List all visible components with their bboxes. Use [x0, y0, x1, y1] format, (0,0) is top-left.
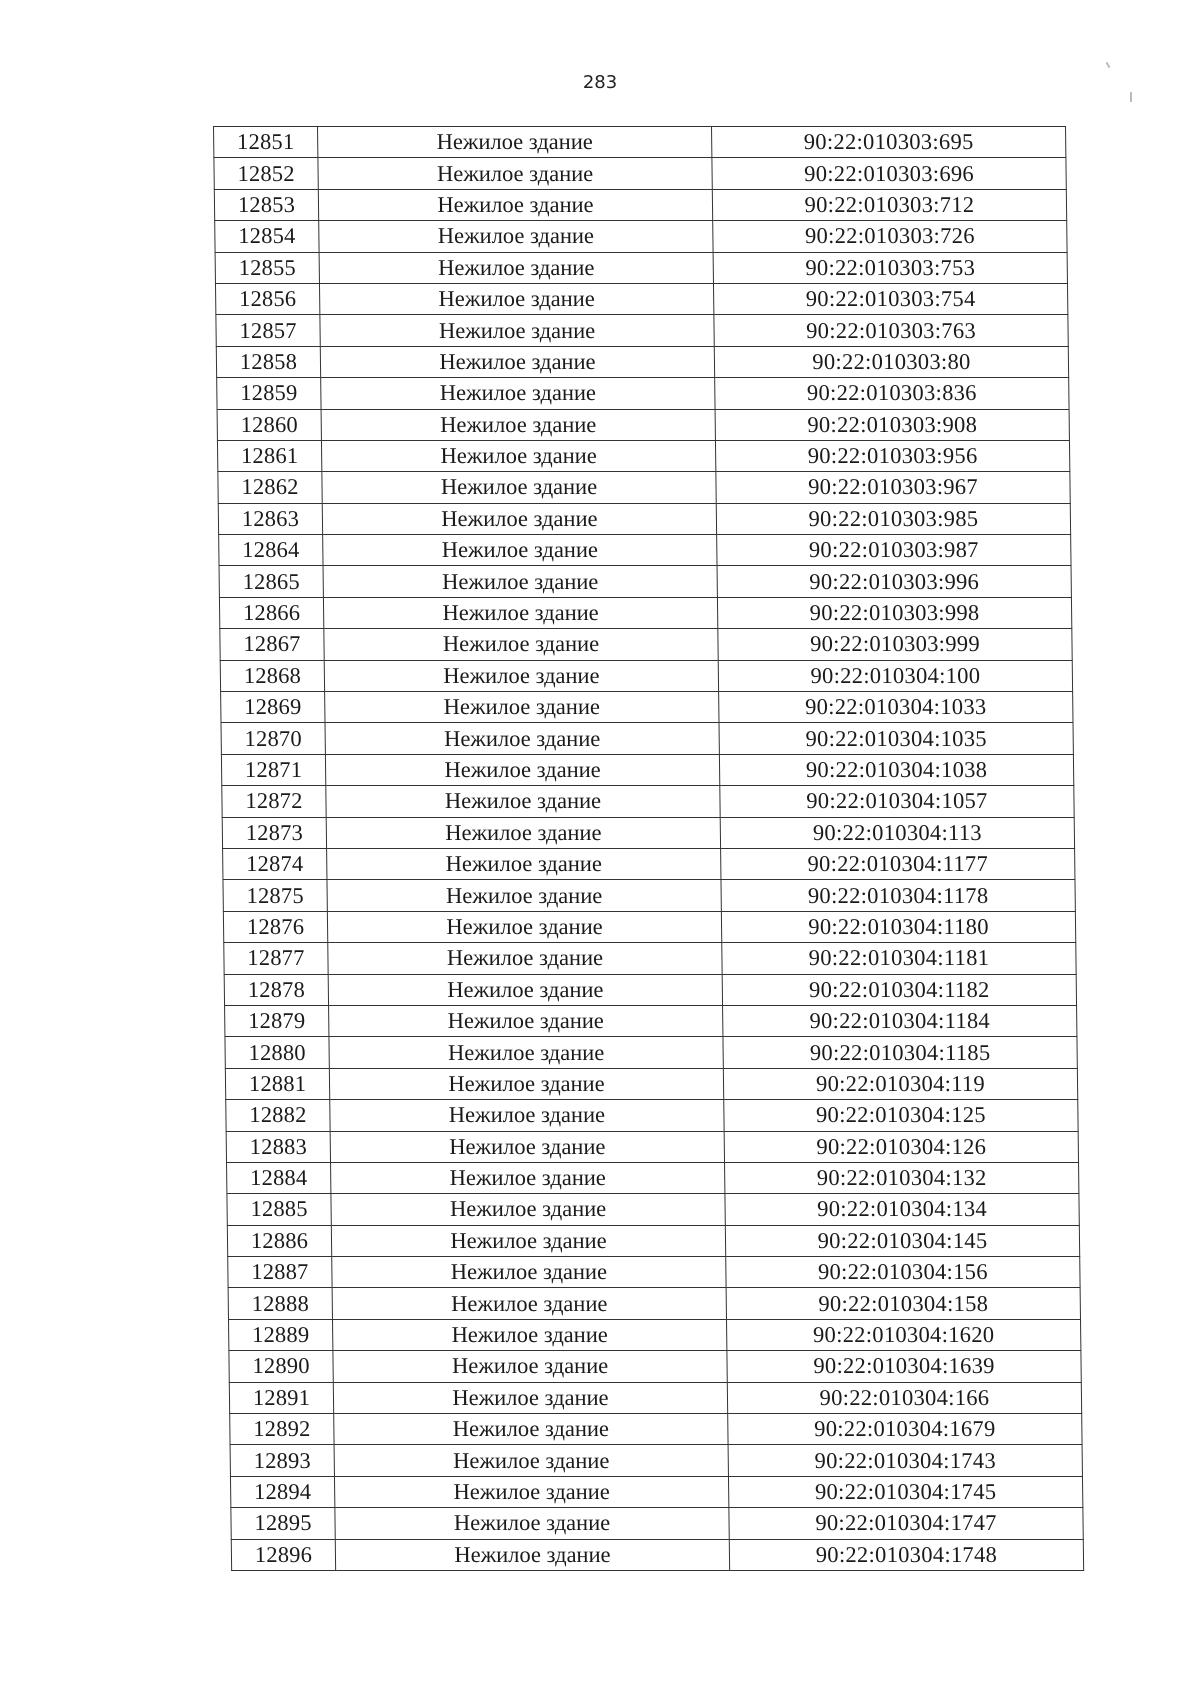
row-number-cell: 12890 — [229, 1351, 333, 1382]
table-row — [214, 158, 1066, 189]
object-type-cell: Нежилое здание — [318, 158, 712, 189]
table-row — [222, 786, 1074, 817]
cadastral-number-cell: 90:22:010303:712 — [712, 189, 1066, 220]
row-number-cell: 12896 — [231, 1539, 335, 1570]
table-row — [214, 189, 1066, 220]
object-type-cell: Нежилое здание — [329, 1037, 723, 1068]
object-type-cell: Нежилое здание — [331, 1225, 725, 1256]
table-row — [218, 472, 1070, 503]
cadastral-number-cell: 90:22:010304:1639 — [727, 1351, 1081, 1382]
object-type-cell: Нежилое здание — [318, 189, 712, 220]
cadastral-number-cell: 90:22:010303:999 — [718, 629, 1072, 660]
table-row — [216, 315, 1068, 346]
cadastral-number-cell: 90:22:010304:126 — [724, 1131, 1078, 1162]
row-number-cell: 12868 — [220, 660, 324, 691]
object-type-cell: Нежилое здание — [326, 817, 720, 848]
row-number-cell: 12886 — [227, 1225, 331, 1256]
object-type-cell: Нежилое здание — [322, 472, 716, 503]
row-number-cell: 12892 — [230, 1414, 334, 1445]
object-type-cell: Нежилое здание — [327, 911, 721, 942]
object-type-cell: Нежилое здание — [334, 1445, 728, 1476]
cadastral-number-cell: 90:22:010303:987 — [717, 535, 1071, 566]
row-number-cell: 12880 — [225, 1037, 329, 1068]
row-number-cell: 12875 — [223, 880, 327, 911]
row-number-cell: 12888 — [228, 1288, 332, 1319]
object-type-cell: Нежилое здание — [325, 692, 719, 723]
table-row — [228, 1257, 1080, 1288]
table-row — [228, 1288, 1080, 1319]
table-row — [227, 1194, 1079, 1225]
cadastral-number-cell: 90:22:010303:754 — [713, 283, 1067, 314]
object-type-cell: Нежилое здание — [335, 1539, 729, 1570]
object-type-cell: Нежилое здание — [318, 127, 712, 158]
table-row — [214, 127, 1066, 158]
cadastral-number-cell: 90:22:010304:1181 — [722, 943, 1076, 974]
cadastral-number-cell: 90:22:010304:125 — [724, 1100, 1078, 1131]
row-number-cell: 12866 — [219, 597, 323, 628]
registry-table-body — [214, 127, 1084, 1571]
object-type-cell: Нежилое здание — [333, 1351, 727, 1382]
table-row — [223, 880, 1075, 911]
row-number-cell: 12867 — [220, 629, 324, 660]
table-row — [229, 1382, 1081, 1413]
row-number-cell: 12872 — [222, 786, 326, 817]
row-number-cell: 12882 — [226, 1100, 330, 1131]
table-row — [215, 221, 1067, 252]
cadastral-number-cell: 90:22:010304:1184 — [723, 1005, 1077, 1036]
cadastral-number-cell: 90:22:010304:166 — [727, 1382, 1081, 1413]
object-type-cell: Нежилое здание — [324, 660, 718, 691]
row-number-cell: 12889 — [228, 1319, 332, 1350]
object-type-cell: Нежилое здание — [329, 1068, 723, 1099]
row-number-cell: 12895 — [231, 1508, 335, 1539]
object-type-cell: Нежилое здание — [335, 1508, 729, 1539]
object-type-cell: Нежилое здание — [327, 880, 721, 911]
object-type-cell: Нежилое здание — [334, 1476, 728, 1507]
row-number-cell: 12879 — [225, 1005, 329, 1036]
object-type-cell: Нежилое здание — [322, 503, 716, 534]
cadastral-number-cell: 90:22:010304:1743 — [728, 1445, 1082, 1476]
object-type-cell: Нежилое здание — [332, 1288, 726, 1319]
row-number-cell: 12894 — [230, 1476, 334, 1507]
table-row — [231, 1508, 1083, 1539]
cadastral-number-cell: 90:22:010304:1185 — [723, 1037, 1077, 1068]
table-row — [225, 1068, 1077, 1099]
object-type-cell: Нежилое здание — [330, 1131, 724, 1162]
row-number-cell: 12860 — [217, 409, 321, 440]
table-row — [225, 1005, 1077, 1036]
table-row — [217, 378, 1069, 409]
row-number-cell: 12876 — [223, 911, 327, 942]
object-type-cell: Нежилое здание — [326, 786, 720, 817]
table-row — [231, 1539, 1083, 1570]
cadastral-number-cell: 90:22:010304:1620 — [726, 1319, 1080, 1350]
table-row — [227, 1162, 1079, 1193]
row-number-cell: 12885 — [227, 1194, 331, 1225]
row-number-cell: 12853 — [214, 189, 318, 220]
cadastral-number-cell: 90:22:010303:695 — [712, 127, 1066, 158]
row-number-cell: 12854 — [215, 221, 319, 252]
object-type-cell: Нежилое здание — [331, 1194, 725, 1225]
scan-speck — [1106, 62, 1111, 68]
object-type-cell: Нежилое здание — [332, 1319, 726, 1350]
object-type-cell: Нежилое здание — [330, 1100, 724, 1131]
row-number-cell: 12861 — [217, 440, 321, 471]
cadastral-number-cell: 90:22:010304:1679 — [728, 1414, 1082, 1445]
cadastral-number-cell: 90:22:010304:1057 — [720, 786, 1074, 817]
row-number-cell: 12884 — [227, 1162, 331, 1193]
row-number-cell: 12878 — [224, 974, 328, 1005]
table-row — [229, 1351, 1081, 1382]
row-number-cell: 12869 — [221, 692, 325, 723]
object-type-cell: Нежилое здание — [325, 723, 719, 754]
object-type-cell: Нежилое здание — [319, 252, 713, 283]
cadastral-number-cell: 90:22:010304:1180 — [721, 911, 1075, 942]
row-number-cell: 12859 — [217, 378, 321, 409]
registry-table — [213, 126, 1084, 1571]
table-row — [226, 1100, 1078, 1131]
cadastral-number-cell: 90:22:010304:1038 — [719, 754, 1073, 785]
row-number-cell: 12881 — [225, 1068, 329, 1099]
row-number-cell: 12871 — [221, 754, 325, 785]
table-row — [219, 566, 1071, 597]
row-number-cell: 12883 — [226, 1131, 330, 1162]
cadastral-number-cell: 90:22:010303:753 — [713, 252, 1067, 283]
table-row — [216, 346, 1068, 377]
cadastral-number-cell: 90:22:010303:726 — [713, 221, 1067, 252]
cadastral-number-cell: 90:22:010304:156 — [726, 1257, 1080, 1288]
cadastral-number-cell: 90:22:010303:956 — [715, 440, 1069, 471]
row-number-cell: 12891 — [229, 1382, 333, 1413]
cadastral-number-cell: 90:22:010304:1035 — [719, 723, 1073, 754]
object-type-cell: Нежилое здание — [323, 566, 717, 597]
object-type-cell: Нежилое здание — [321, 378, 715, 409]
object-type-cell: Нежилое здание — [327, 848, 721, 879]
object-type-cell: Нежилое здание — [329, 1005, 723, 1036]
row-number-cell: 12855 — [215, 252, 319, 283]
cadastral-number-cell: 90:22:010304:1033 — [719, 692, 1073, 723]
row-number-cell: 12857 — [216, 315, 320, 346]
row-number-cell: 12893 — [230, 1445, 334, 1476]
table-row — [228, 1319, 1080, 1350]
table-row — [224, 943, 1076, 974]
cadastral-number-cell: 90:22:010304:134 — [725, 1194, 1079, 1225]
cadastral-number-cell: 90:22:010304:1747 — [729, 1508, 1083, 1539]
row-number-cell: 12877 — [224, 943, 328, 974]
object-type-cell: Нежилое здание — [319, 283, 713, 314]
table-row — [215, 252, 1067, 283]
object-type-cell: Нежилое здание — [324, 629, 718, 660]
row-number-cell: 12865 — [219, 566, 323, 597]
object-type-cell: Нежилое здание — [328, 943, 722, 974]
cadastral-number-cell: 90:22:010304:113 — [720, 817, 1074, 848]
table-row — [226, 1131, 1078, 1162]
object-type-cell: Нежилое здание — [332, 1257, 726, 1288]
page-number: 283 — [582, 72, 618, 93]
table-row — [223, 911, 1075, 942]
cadastral-number-cell: 90:22:010304:1745 — [728, 1476, 1082, 1507]
cadastral-number-cell: 90:22:010304:145 — [725, 1225, 1079, 1256]
scan-speck — [1130, 92, 1132, 102]
cadastral-number-cell: 90:22:010303:985 — [716, 503, 1070, 534]
table-row — [217, 409, 1069, 440]
table-row — [223, 848, 1075, 879]
cadastral-number-cell: 90:22:010303:836 — [715, 378, 1069, 409]
table-row — [221, 723, 1073, 754]
object-type-cell: Нежилое здание — [321, 409, 715, 440]
table-row — [221, 692, 1073, 723]
object-type-cell: Нежилое здание — [321, 440, 715, 471]
cadastral-number-cell: 90:22:010303:998 — [717, 597, 1071, 628]
object-type-cell: Нежилое здание — [320, 315, 714, 346]
row-number-cell: 12856 — [215, 283, 319, 314]
table-row — [224, 974, 1076, 1005]
table-row — [219, 535, 1071, 566]
row-number-cell: 12873 — [222, 817, 326, 848]
table-row — [215, 283, 1067, 314]
object-type-cell: Нежилое здание — [333, 1382, 727, 1413]
row-number-cell: 12870 — [221, 723, 325, 754]
row-number-cell: 12874 — [223, 848, 327, 879]
table-row — [220, 660, 1072, 691]
cadastral-number-cell: 90:22:010303:763 — [714, 315, 1068, 346]
cadastral-number-cell: 90:22:010303:80 — [714, 346, 1068, 377]
cadastral-number-cell: 90:22:010304:1178 — [721, 880, 1075, 911]
object-type-cell: Нежилое здание — [331, 1162, 725, 1193]
cadastral-number-cell: 90:22:010303:996 — [717, 566, 1071, 597]
object-type-cell: Нежилое здание — [323, 535, 717, 566]
cadastral-number-cell: 90:22:010303:696 — [712, 158, 1066, 189]
table-row — [220, 629, 1072, 660]
table-row — [230, 1476, 1082, 1507]
object-type-cell: Нежилое здание — [334, 1414, 728, 1445]
table-row — [225, 1037, 1077, 1068]
object-type-cell: Нежилое здание — [323, 597, 717, 628]
cadastral-number-cell: 90:22:010304:1748 — [729, 1539, 1083, 1570]
table-row — [222, 817, 1074, 848]
table-row — [230, 1414, 1082, 1445]
cadastral-number-cell: 90:22:010304:1177 — [721, 848, 1075, 879]
table-row — [230, 1445, 1082, 1476]
row-number-cell: 12864 — [219, 535, 323, 566]
object-type-cell: Нежилое здание — [320, 346, 714, 377]
cadastral-number-cell: 90:22:010304:132 — [725, 1162, 1079, 1193]
table-row — [221, 754, 1073, 785]
cadastral-number-cell: 90:22:010303:967 — [716, 472, 1070, 503]
object-type-cell: Нежилое здание — [328, 974, 722, 1005]
row-number-cell: 12858 — [216, 346, 320, 377]
table-row — [219, 597, 1071, 628]
registry-table-wrapper — [213, 126, 1083, 1571]
cadastral-number-cell: 90:22:010304:1182 — [722, 974, 1076, 1005]
table-row — [217, 440, 1069, 471]
object-type-cell: Нежилое здание — [319, 221, 713, 252]
row-number-cell: 12887 — [228, 1257, 332, 1288]
row-number-cell: 12862 — [218, 472, 322, 503]
object-type-cell: Нежилое здание — [325, 754, 719, 785]
table-row — [227, 1225, 1079, 1256]
cadastral-number-cell: 90:22:010304:119 — [723, 1068, 1077, 1099]
cadastral-number-cell: 90:22:010304:100 — [718, 660, 1072, 691]
row-number-cell: 12863 — [218, 503, 322, 534]
row-number-cell: 12852 — [214, 158, 318, 189]
table-row — [218, 503, 1070, 534]
cadastral-number-cell: 90:22:010304:158 — [726, 1288, 1080, 1319]
row-number-cell: 12851 — [214, 127, 318, 158]
cadastral-number-cell: 90:22:010303:908 — [715, 409, 1069, 440]
